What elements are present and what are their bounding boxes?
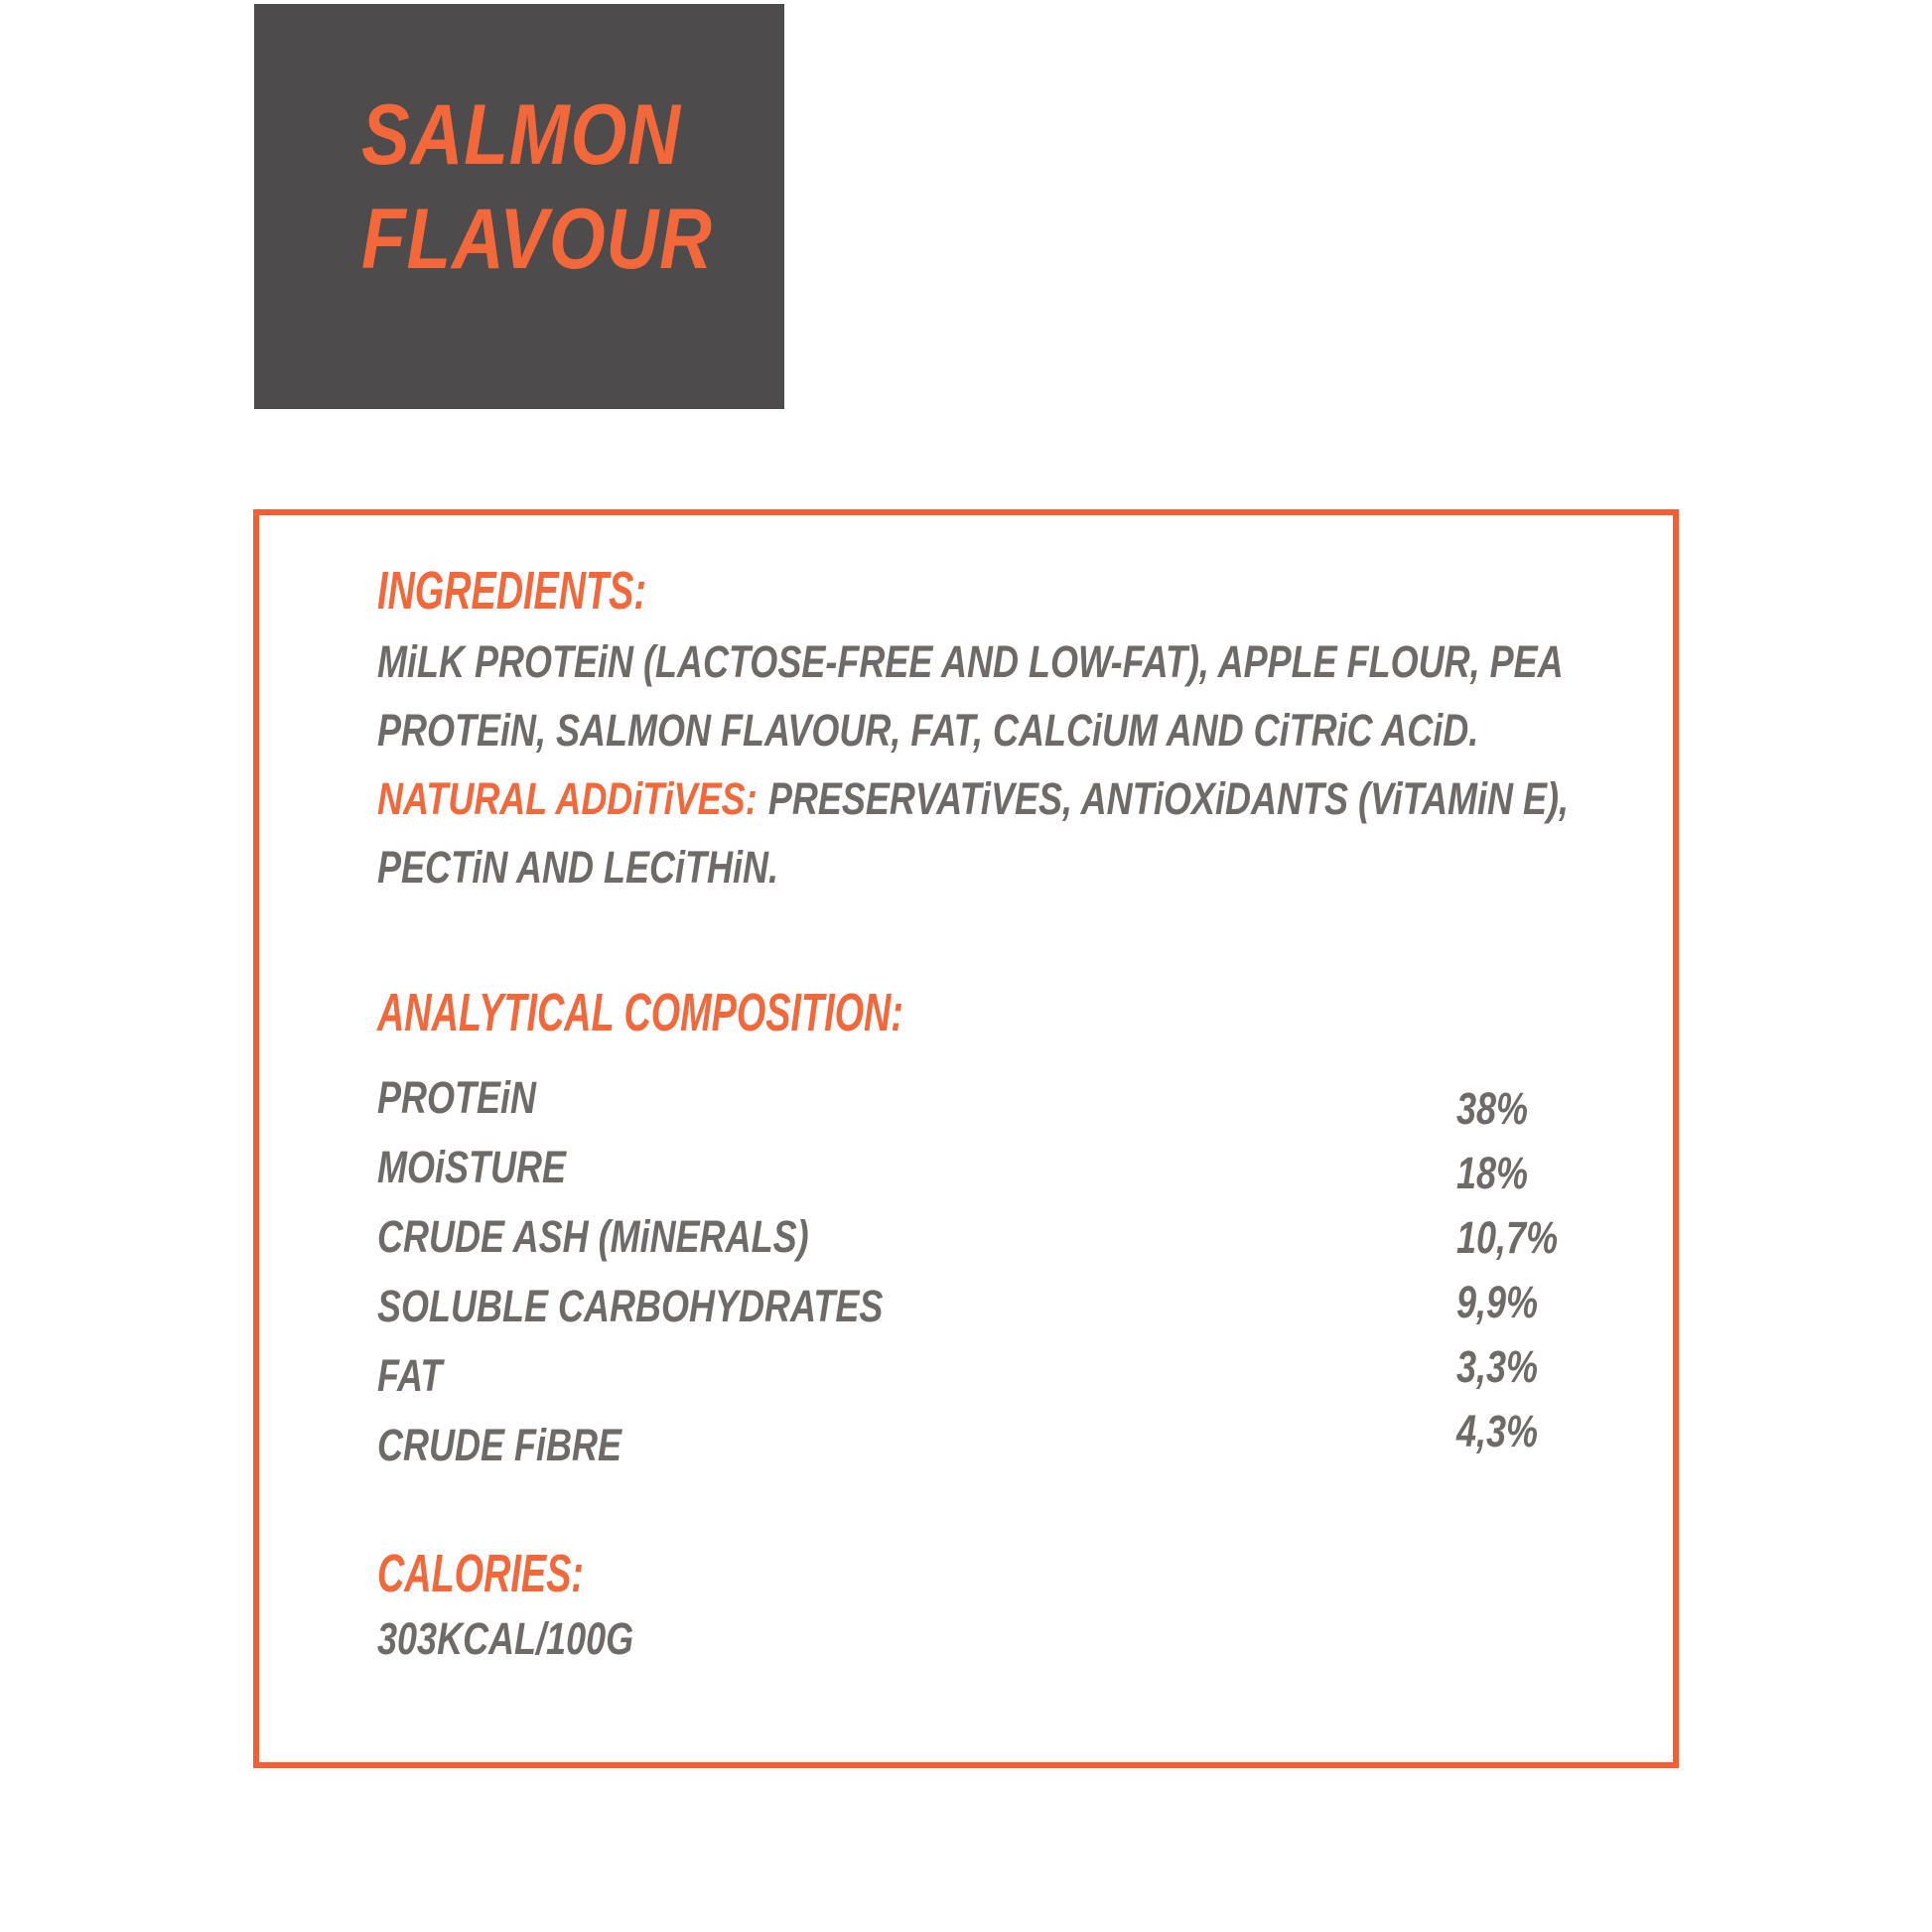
ingredients-line-1: MiLK PROTEiN (LACTOSE-FREE AND LOW-FAT), APPLE FLOUR, PEA — [377, 636, 1564, 687]
composition-value: 18% — [1456, 1148, 1529, 1198]
ingredients-line-4: PECTiN AND LECiTHiN. — [377, 842, 779, 893]
additives-line — [377, 764, 1569, 833]
composition-label: CRUDE ASH (MiNERALS) — [377, 1211, 809, 1262]
composition-value: 9,9% — [1456, 1277, 1539, 1327]
composition-value: 10,7% — [1456, 1212, 1559, 1263]
calories-heading: CALORIES: — [377, 1544, 584, 1603]
additives-label: NATURAL ADDiTiVES: — [377, 773, 758, 824]
composition-values — [1456, 1076, 1558, 1463]
composition-value: 38% — [1456, 1083, 1529, 1134]
composition-value: 3,3% — [1456, 1341, 1539, 1392]
product-title-line-1: SALMON — [361, 87, 681, 183]
composition-label: CRUDE FiBRE — [377, 1420, 622, 1470]
ingredients-heading: INGREDIENTS: — [377, 561, 646, 621]
additives-text: PRESERVATiVES, ANTiOXiDANTS (ViTAMiN E), — [767, 773, 1569, 824]
nutrition-info-box — [253, 509, 1679, 1768]
flavour-header-box — [254, 4, 784, 409]
composition-heading: ANALYTICAL COMPOSITION: — [377, 983, 903, 1042]
composition-label: SOLUBLE CARBOHYDRATES — [377, 1281, 884, 1331]
ingredients-line-2: PROTEiN, SALMON FLAVOUR, FAT, CALCiUM AND CiTRiC ACiD. — [377, 705, 1479, 756]
product-title-line-2: FLAVOUR — [361, 192, 713, 287]
composition-label: FAT — [377, 1350, 443, 1401]
ingredients-text — [377, 627, 1569, 901]
composition-label: PROTEiN — [377, 1072, 537, 1123]
composition-label: MOiSTURE — [377, 1142, 567, 1192]
product-title — [361, 83, 713, 292]
composition-value: 4,3% — [1456, 1406, 1539, 1456]
calories-value: 303KCAL/100G — [377, 1613, 634, 1664]
composition-labels — [377, 1063, 883, 1480]
